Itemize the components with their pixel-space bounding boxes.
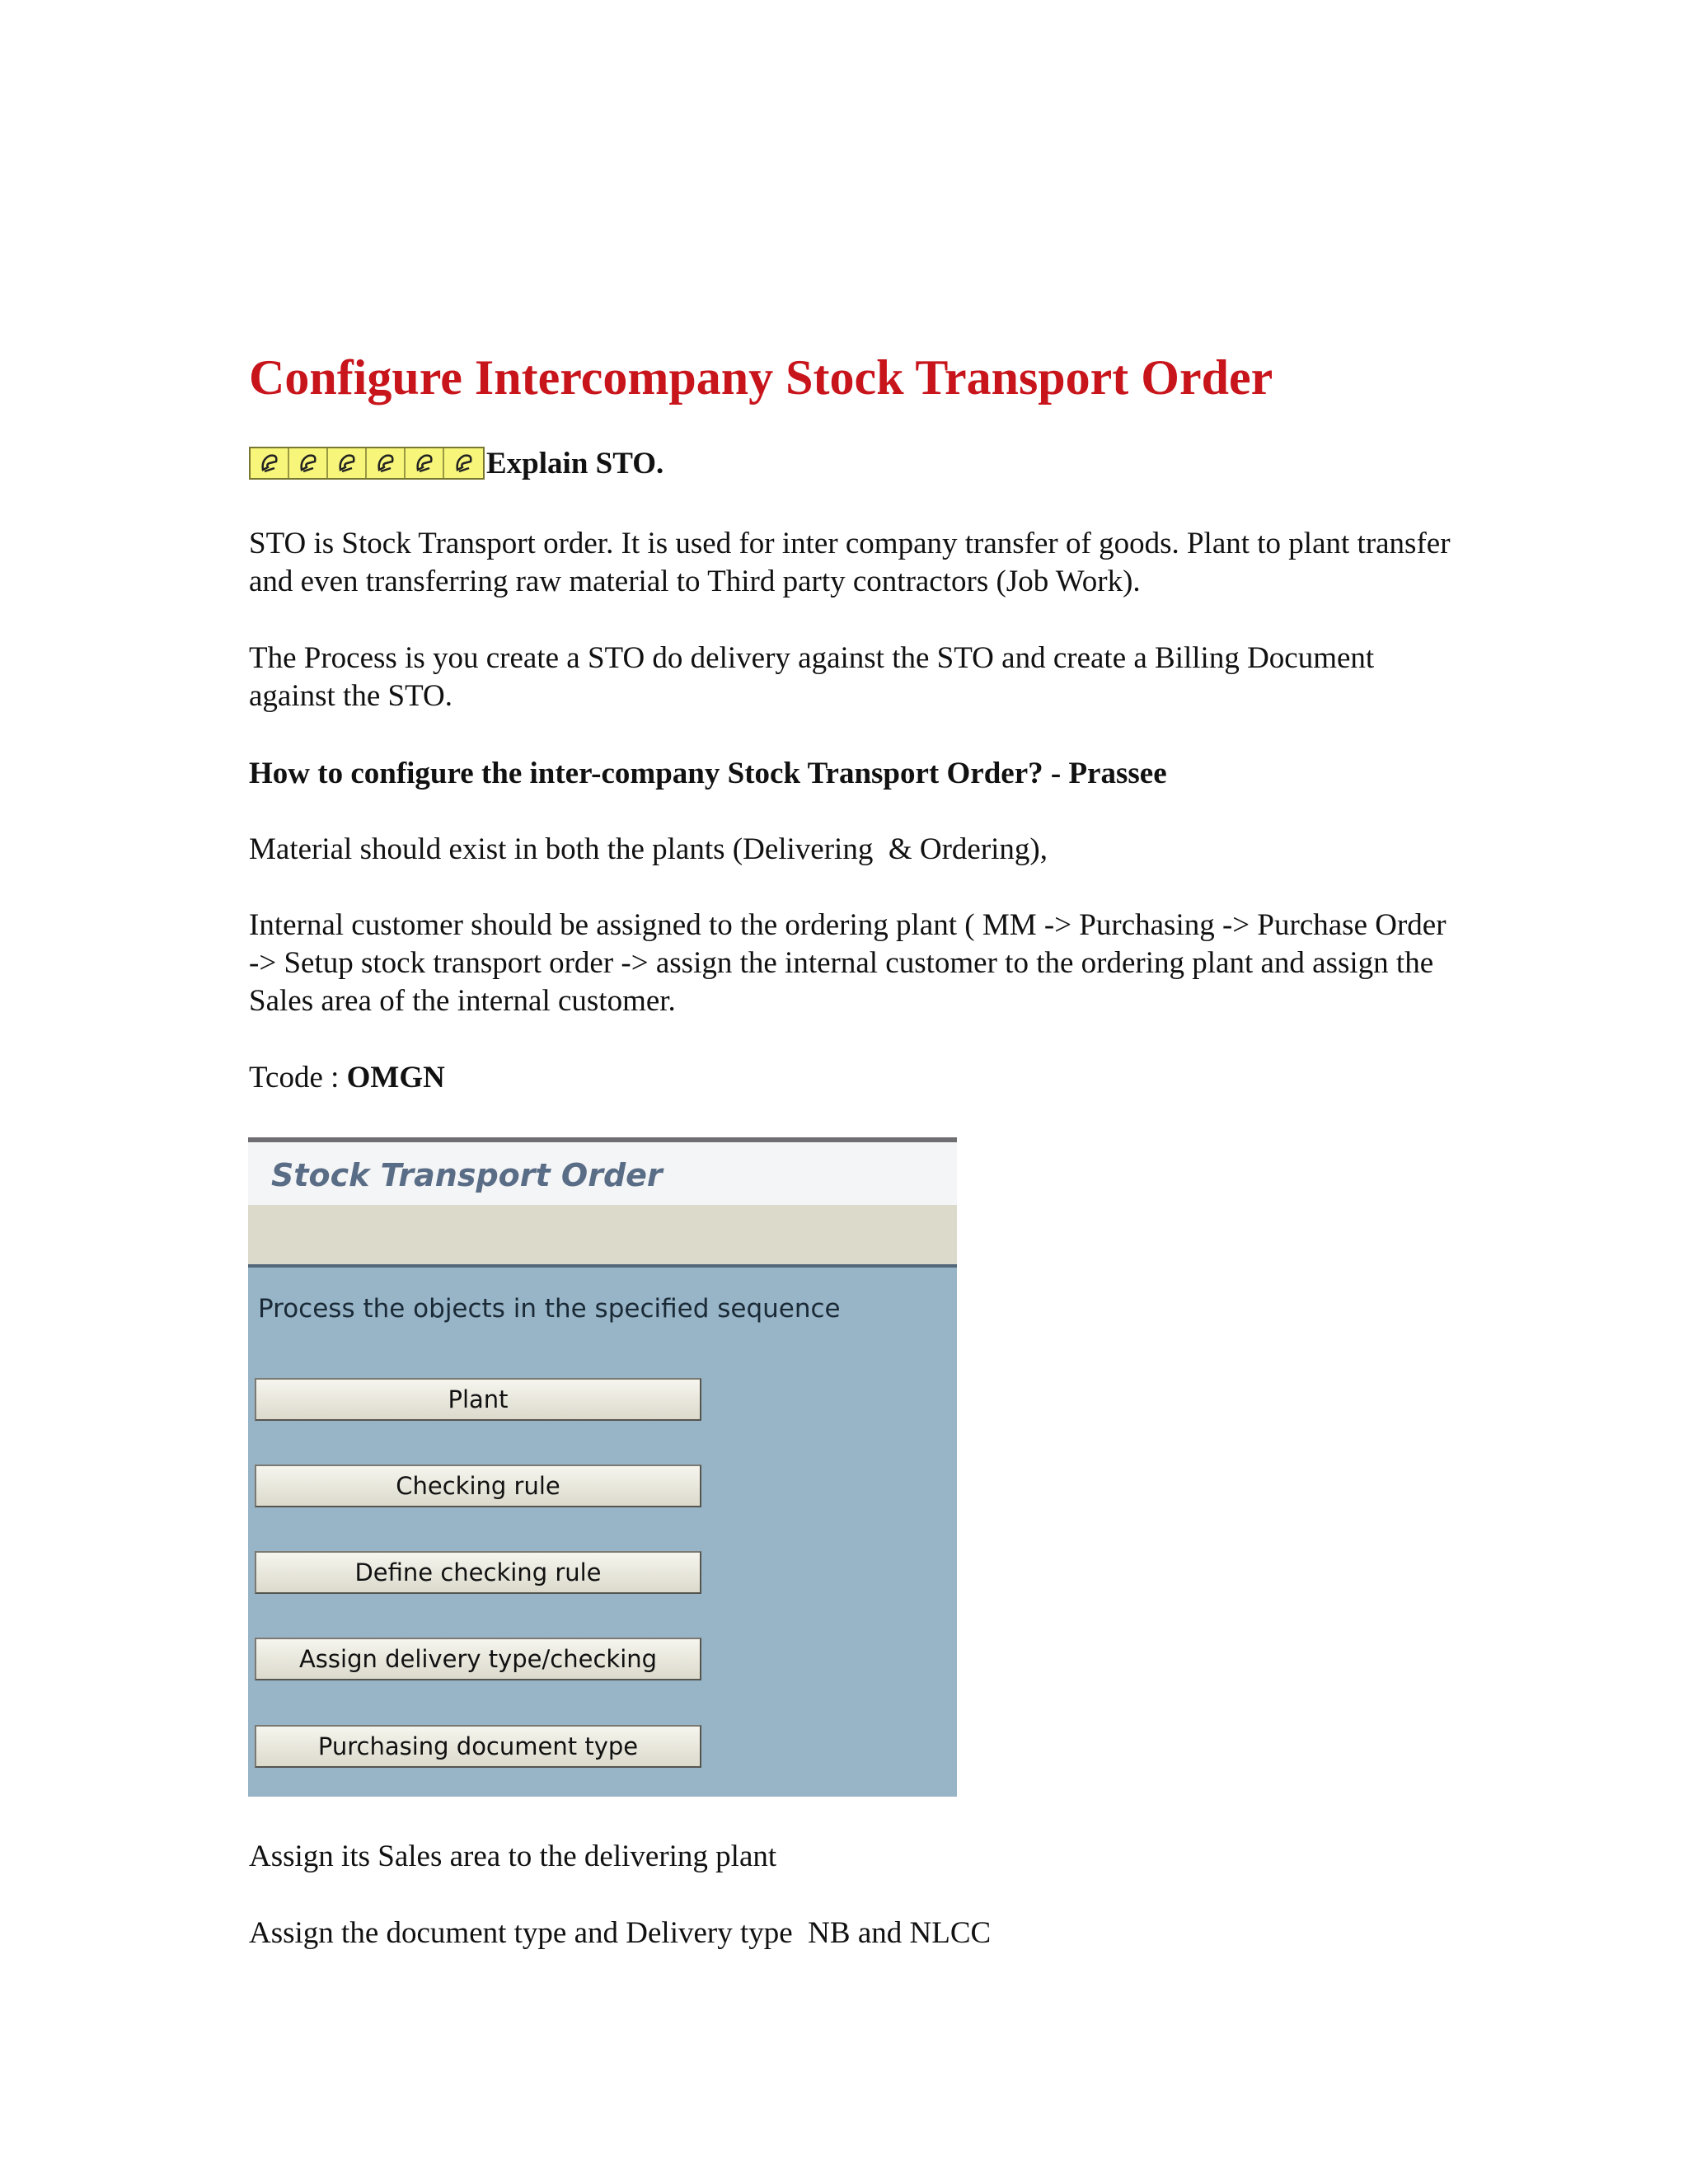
- star-rating-icon: [367, 448, 406, 478]
- sap-instruction-text: Process the objects in the specified sequence: [258, 1294, 841, 1324]
- section-heading: How to configure the inter-company Stock Transport Order? - Prassee: [249, 757, 1167, 790]
- star-rating-icon: [328, 448, 367, 478]
- star-rating-icon: [289, 448, 328, 478]
- plant-button[interactable]: Plant: [255, 1378, 701, 1421]
- paragraph-internal-customer: Internal customer should be assigned to the ordering plant ( MM -> Purchasing -> Purchase Order -> Setup stock transport order -> assign the internal customer to the ordering plant and assign the Sales area of the internal customer.: [249, 908, 1447, 1018]
- tcode-label: Tcode :: [249, 1061, 347, 1094]
- paragraph-sto-definition: STO is Stock Transport order. It is used for inter company transfer of goods. Plant to plant transfer and even transferring raw material to Third party contractors (Job Work).: [249, 527, 1451, 598]
- sap-toolbar: [248, 1205, 957, 1268]
- checking-rule-button[interactable]: Checking rule: [255, 1465, 701, 1507]
- define-checking-rule-button[interactable]: Define checking rule: [255, 1551, 701, 1594]
- document-title: Configure Intercompany Stock Transport Order: [249, 350, 1273, 405]
- tcode-line: [249, 1059, 1452, 1097]
- paragraph-material: Material should exist in both the plants (Delivering & Ordering),: [249, 832, 1048, 866]
- star-rating-icon: [406, 448, 444, 478]
- assign-delivery-type-button[interactable]: Assign delivery type/checking: [255, 1638, 701, 1680]
- sap-screen-title: Stock Transport Order: [271, 1157, 663, 1193]
- rating-row: [249, 446, 663, 480]
- tcode-value: OMGN: [346, 1061, 445, 1094]
- rating-stars: [249, 447, 485, 480]
- purchasing-document-type-button[interactable]: Purchasing document type: [255, 1725, 701, 1768]
- rating-label: Explain STO.: [486, 446, 664, 480]
- sap-screenshot: [248, 1137, 957, 1797]
- star-rating-icon: [444, 448, 483, 478]
- paragraph-sales-area: Assign its Sales area to the delivering plant: [249, 1840, 777, 1873]
- paragraph-process: The Process is you create a STO do delivery against the STO and create a Billing Document against the STO.: [249, 641, 1375, 713]
- paragraph-document-type: Assign the document type and Delivery type NB and NLCC: [249, 1916, 992, 1950]
- sap-title-bar: [248, 1142, 957, 1205]
- star-rating-icon: [251, 448, 289, 478]
